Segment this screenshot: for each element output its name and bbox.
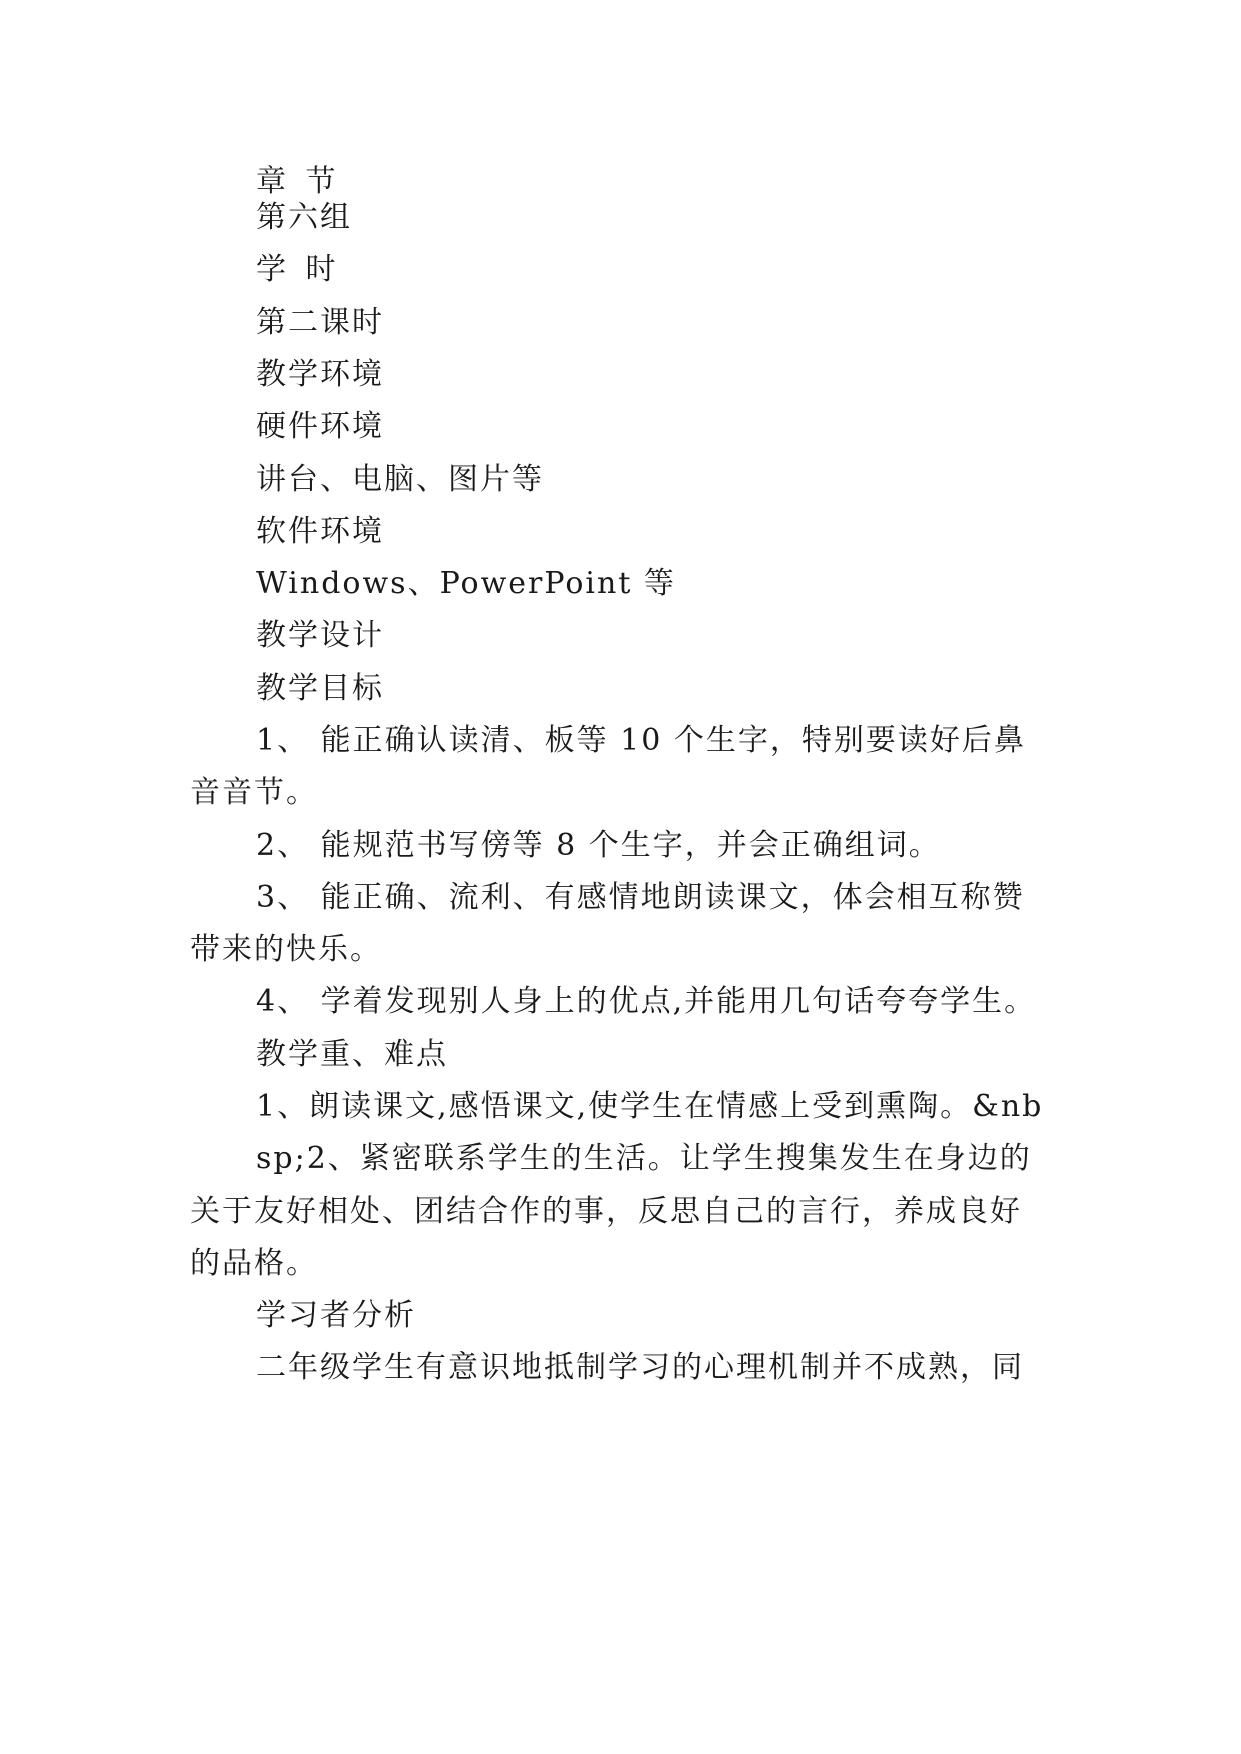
heading-teaching-environment: 教学环境 <box>256 357 384 392</box>
objective-3-line-1: 3、 能正确、流利、有感情地朗读课文，体会相互称赞 <box>256 880 1025 915</box>
value-software-environment: Windows、PowerPoint 等 <box>256 566 676 601</box>
heading-teaching-objectives: 教学目标 <box>256 671 384 706</box>
objective-1-line-1: 1、 能正确认读清、板等 10 个生字，特别要读好后鼻 <box>256 723 1026 758</box>
heading-key-difficulties: 教学重、难点 <box>256 1037 448 1072</box>
objective-4: 4、 学着发现别人身上的优点,并能用几句话夸夸学生。 <box>256 984 1037 1019</box>
objective-1-line-2: 音音节。 <box>190 775 318 810</box>
value-period: 第二课时 <box>256 305 384 340</box>
key-point-line-4: 的品格。 <box>190 1246 318 1281</box>
objective-2: 2、 能规范书写傍等 8 个生字，并会正确组词。 <box>256 828 941 863</box>
objective-3-line-2: 带来的快乐。 <box>190 932 382 967</box>
learner-analysis-line-1: 二年级学生有意识地抵制学习的心理机制并不成熟，同 <box>256 1350 1024 1385</box>
key-point-line-2: sp;2、紧密联系学生的生活。让学生搜集发生在身边的 <box>256 1141 1032 1176</box>
heading-teaching-design: 教学设计 <box>256 618 384 653</box>
key-point-line-1: 1、朗读课文,感悟课文,使学生在情感上受到熏陶。&nb <box>256 1089 1044 1124</box>
value-hardware-environment: 讲台、电脑、图片等 <box>256 462 544 497</box>
label-period: 学 时 <box>256 252 341 287</box>
label-software-environment: 软件环境 <box>256 514 384 549</box>
value-chapter: 第六组 <box>256 200 352 235</box>
key-point-line-3: 关于友好相处、团结合作的事，反思自己的言行，养成良好 <box>190 1194 1022 1229</box>
label-hardware-environment: 硬件环境 <box>256 409 384 444</box>
label-chapter: 章 节 <box>256 164 341 199</box>
heading-learner-analysis: 学习者分析 <box>256 1298 416 1333</box>
